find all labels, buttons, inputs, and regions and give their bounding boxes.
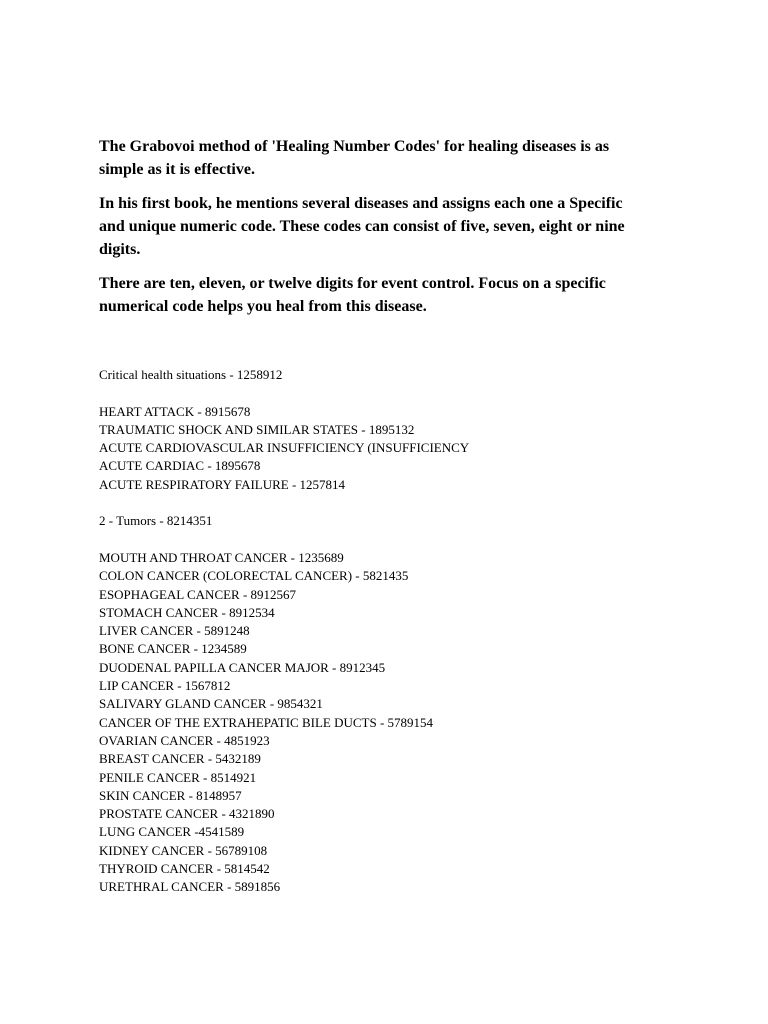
list-item: LUNG CANCER -4541589 [99,824,245,840]
list-item: ACUTE CARDIOVASCULAR INSUFFICIENCY (INSUFFICIENCY [99,440,470,456]
list-item: STOMACH CANCER - 8912534 [99,604,275,620]
list-item: OVARIAN CANCER - 4851923 [99,732,270,748]
list-item: PROSTATE CANCER - 4321890 [99,806,275,822]
list-item: LIP CANCER - 1567812 [99,678,231,694]
list-item: URETHRAL CANCER - 5891856 [99,879,281,895]
list-item: ESOPHAGEAL CANCER - 8912567 [99,586,297,602]
list-item: LIVER CANCER - 5891248 [99,623,250,639]
list-item: DUODENAL PAPILLA CANCER MAJOR - 8912345 [99,659,386,675]
list-item: MOUTH AND THROAT CANCER - 1235689 [99,549,344,565]
list-item: BONE CANCER - 1234589 [99,641,247,657]
list-item: BREAST CANCER - 5432189 [99,751,261,767]
list-item: HEART ATTACK - 8915678 [99,403,251,419]
spacer [99,531,629,549]
list-item: CANCER OF THE EXTRAHEPATIC BILE DUCTS - 5789154 [99,714,434,730]
list-item: THYROID CANCER - 5814542 [99,861,270,877]
intro-section [99,135,629,318]
code-list [99,366,629,897]
intro-paragraph-2: In his first book, he mentions several diseases and assigns each one a Specific and unique numeric code. These codes can consist of five, seven, eight or nine digits. [99,195,625,258]
list-item: SKIN CANCER - 8148957 [99,787,242,803]
section-heading-critical: Critical health situations - 1258912 [99,367,283,382]
list-item: COLON CANCER (COLORECTAL CANCER) - 5821435 [99,568,409,584]
spacer [99,384,629,402]
list-item: PENILE CANCER - 8514921 [99,769,257,785]
intro-paragraph-1: The Grabovoi method of 'Healing Number Codes' for healing diseases is as simple as it is effective. [99,138,610,178]
intro-paragraph-3: There are ten, eleven, or twelve digits for event control. Focus on a specific numerical code helps you heal from this disease. [99,275,606,315]
list-item: SALIVARY GLAND CANCER - 9854321 [99,696,323,712]
spacer [99,494,629,512]
document-page [99,135,629,897]
section-heading-tumors: 2 - Tumors - 8214351 [99,513,213,529]
list-item: KIDNEY CANCER - 56789108 [99,842,268,858]
list-item: ACUTE RESPIRATORY FAILURE - 1257814 [99,476,346,492]
list-item: TRAUMATIC SHOCK AND SIMILAR STATES - 1895132 [99,421,415,437]
list-item: ACUTE CARDIAC - 1895678 [99,458,261,474]
